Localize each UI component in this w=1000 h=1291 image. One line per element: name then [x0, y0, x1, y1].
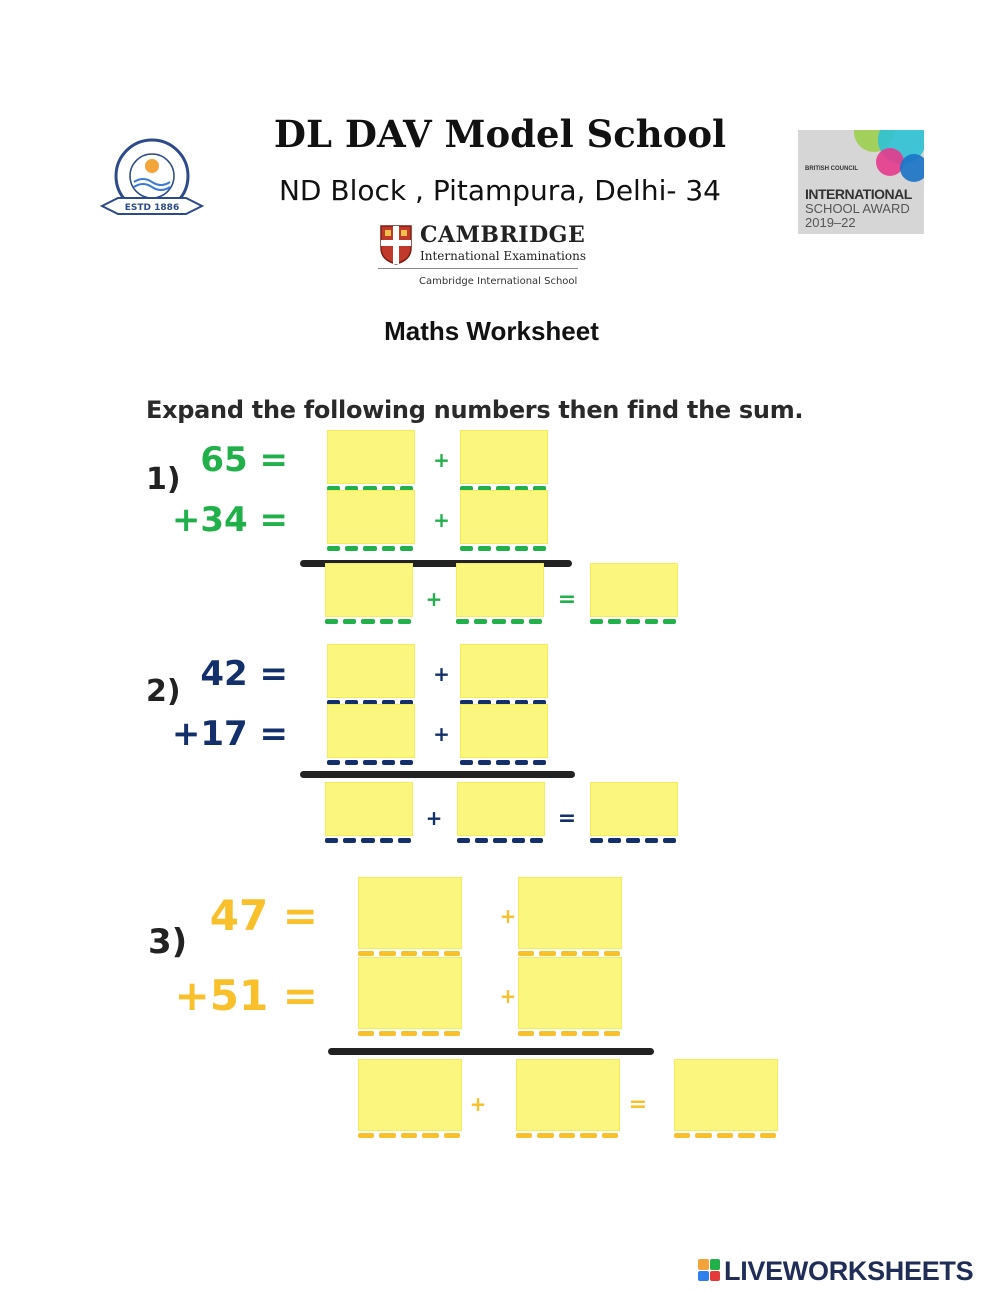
addend-bottom: +51 =	[174, 970, 318, 1020]
liveworksheets-logo-icon	[698, 1259, 720, 1281]
tens-answer-box[interactable]	[358, 957, 462, 1029]
cambridge-name: CAMBRIDGE	[420, 222, 586, 248]
dav-logo-text: ESTD 1886	[124, 203, 180, 213]
school-address: ND Block , Pitampura, Delhi- 34	[278, 174, 721, 207]
sum-tens-box[interactable]	[358, 1059, 462, 1131]
sum-line	[300, 771, 575, 778]
plus-sign: +	[425, 806, 443, 830]
instruction-text: Expand the following numbers then find the sum.	[146, 396, 804, 424]
tens-answer-box-underline	[327, 546, 413, 551]
addend-top: 47 =	[209, 890, 318, 940]
sum-ones-box[interactable]	[457, 782, 545, 836]
plus-sign: +	[499, 984, 517, 1008]
total-answer-box[interactable]	[590, 563, 678, 617]
tens-answer-box[interactable]	[327, 490, 415, 544]
addend-top: 65 =	[200, 439, 288, 480]
ones-answer-box[interactable]	[460, 430, 548, 484]
school-name: DL DAV Model School	[273, 112, 727, 156]
ones-answer-box[interactable]	[460, 644, 548, 698]
tens-answer-box[interactable]	[327, 644, 415, 698]
total-answer-box-underline	[590, 619, 676, 624]
plus-sign: +	[499, 904, 517, 928]
plus-sign: +	[433, 448, 450, 472]
question-number: 3)	[148, 922, 188, 962]
tens-answer-box[interactable]	[358, 877, 462, 949]
sum-tens-box[interactable]	[325, 782, 413, 836]
ones-answer-box[interactable]	[518, 877, 622, 949]
plus-sign: +	[469, 1092, 487, 1116]
total-answer-box[interactable]	[590, 782, 678, 836]
ones-answer-box-underline	[460, 760, 546, 765]
sum-ones-box-underline	[456, 619, 542, 624]
award-subtitle: SCHOOL AWARD 2019–22	[805, 201, 910, 230]
equals-sign: =	[557, 587, 577, 612]
equals-sign: =	[557, 806, 577, 831]
plus-sign: +	[433, 722, 450, 746]
plus-sign: +	[433, 508, 450, 532]
worksheet-title: Maths Worksheet	[384, 316, 599, 346]
total-answer-box[interactable]	[674, 1059, 778, 1131]
total-answer-box-underline	[590, 838, 676, 843]
award-title: INTERNATIONAL	[805, 186, 912, 202]
ones-answer-box-underline	[518, 951, 620, 956]
cambridge-subtitle: International Examinations	[420, 249, 586, 263]
sum-ones-box[interactable]	[456, 563, 544, 617]
liveworksheets-brand: LIVEWORKSHEETS	[724, 1256, 974, 1286]
total-answer-box-underline	[674, 1133, 776, 1138]
addend-top: 42 =	[200, 653, 288, 694]
equals-sign: =	[628, 1092, 648, 1117]
sum-ones-box[interactable]	[516, 1059, 620, 1131]
plus-sign: +	[433, 662, 450, 686]
ones-answer-box[interactable]	[460, 490, 548, 544]
tens-answer-box-underline	[327, 760, 413, 765]
sum-tens-box-underline	[325, 619, 411, 624]
ones-answer-box[interactable]	[460, 704, 548, 758]
addend-bottom: +17 =	[171, 713, 288, 754]
cambridge-school: Cambridge International School	[419, 276, 578, 287]
sum-ones-box-underline	[457, 838, 543, 843]
sum-line	[328, 1048, 654, 1055]
question-number: 1)	[146, 462, 181, 497]
sum-tens-box-underline	[325, 838, 411, 843]
award-years: 2019–22	[805, 215, 856, 230]
award-org: BRITISH COUNCIL	[805, 166, 858, 172]
ones-answer-box-underline	[460, 546, 546, 551]
addend-bottom: +34 =	[171, 499, 288, 540]
tens-answer-box[interactable]	[327, 430, 415, 484]
tens-answer-box-underline	[358, 951, 460, 956]
tens-answer-box-underline	[358, 1031, 460, 1036]
plus-sign: +	[425, 587, 443, 611]
sum-ones-box-underline	[516, 1133, 618, 1138]
question-number: 2)	[146, 674, 181, 709]
ones-answer-box-underline	[518, 1031, 620, 1036]
ones-answer-box[interactable]	[518, 957, 622, 1029]
sum-tens-box-underline	[358, 1133, 460, 1138]
tens-answer-box[interactable]	[327, 704, 415, 758]
sum-tens-box[interactable]	[325, 563, 413, 617]
